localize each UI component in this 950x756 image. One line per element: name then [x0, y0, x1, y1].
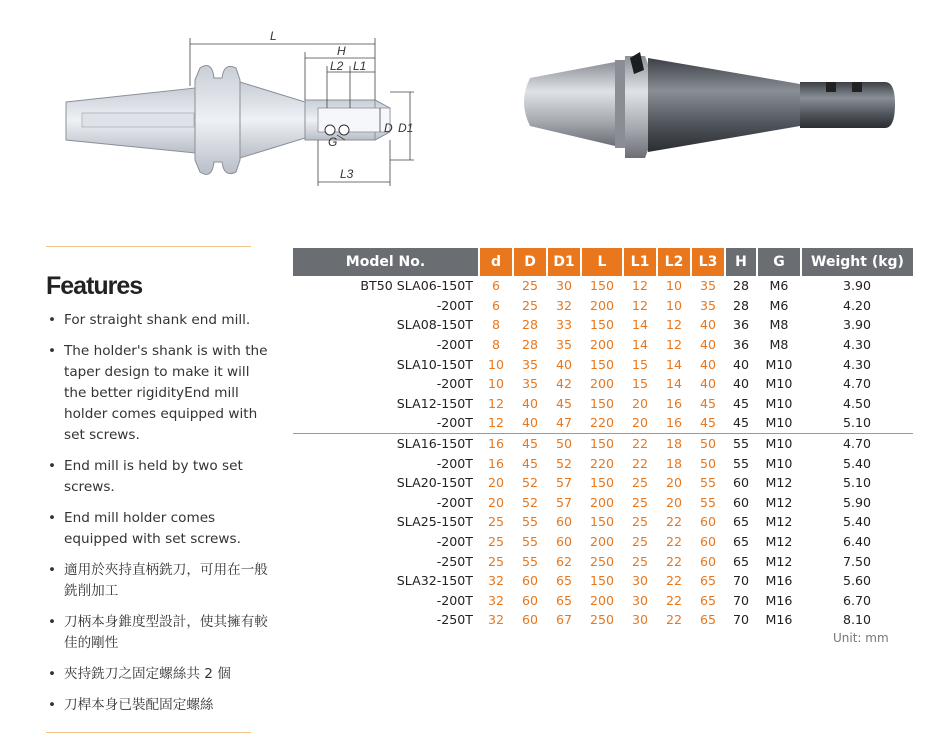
value-cell: 4.70 [842, 376, 872, 392]
value-cell: 250 [589, 553, 615, 569]
value-cell: 65 [699, 573, 717, 589]
dim-L3: L3 [340, 167, 354, 181]
value-cell: 45 [521, 436, 539, 452]
value-cell: 55 [699, 475, 717, 491]
value-cell: 5.40 [842, 514, 872, 530]
value-cell: 150 [589, 278, 615, 294]
value-cell: 60 [521, 573, 539, 589]
value-cell: 8.10 [842, 612, 872, 628]
value-cell: 65 [555, 573, 573, 589]
table-row [293, 610, 913, 630]
model-cell: -200T [436, 592, 473, 608]
model-cell: BT50 SLA06-150T [360, 278, 473, 294]
value-cell: 25 [487, 514, 505, 530]
value-cell: 15 [631, 376, 649, 392]
value-cell: 55 [521, 553, 539, 569]
dim-D: D [384, 121, 393, 135]
value-cell: 5.40 [842, 455, 872, 471]
value-cell: 45 [732, 395, 750, 411]
table-row [293, 374, 913, 394]
value-cell: 35 [555, 337, 573, 353]
value-cell: 60 [521, 592, 539, 608]
value-cell: M6 [769, 297, 789, 313]
value-cell: 8 [491, 317, 500, 333]
value-cell: 10 [665, 278, 683, 294]
value-cell: M6 [769, 278, 789, 294]
value-cell: M12 [765, 553, 793, 569]
feature-item: • 刀桿本身已裝配固定螺絲 [46, 695, 271, 716]
value-cell: 200 [589, 592, 615, 608]
value-cell: 220 [589, 455, 615, 471]
value-cell: 40 [699, 317, 717, 333]
model-cell: -200T [293, 413, 479, 433]
value-cell: 40 [555, 356, 573, 372]
value-cell: 22 [665, 573, 683, 589]
value-cell: 150 [589, 573, 615, 589]
model-cell: SLA25-150T [396, 514, 473, 530]
value-cell: M12 [765, 494, 793, 510]
value-cell: 33 [555, 317, 573, 333]
value-cell: 20 [623, 413, 657, 433]
value-cell: 20 [665, 494, 683, 510]
model-cell: SLA08-150T [396, 317, 473, 333]
value-cell: 150 [589, 436, 615, 452]
value-cell: 200 [589, 337, 615, 353]
value-cell: 55 [732, 455, 750, 471]
value-cell: 45 [725, 413, 757, 433]
value-cell: 30 [631, 592, 649, 608]
value-cell: 12 [479, 413, 513, 433]
value-cell: 65 [732, 514, 750, 530]
model-cell: SLA16-150T [396, 436, 473, 452]
value-cell: 22 [665, 553, 683, 569]
dim-L1: L1 [353, 59, 367, 73]
table-row [293, 473, 913, 493]
value-cell: 220 [581, 413, 623, 433]
value-cell: 40 [521, 395, 539, 411]
value-cell: 25 [631, 514, 649, 530]
value-cell: 6 [491, 297, 500, 313]
value-cell: 60 [699, 534, 717, 550]
value-cell: 150 [589, 475, 615, 491]
table-row [293, 315, 913, 335]
value-cell: 45 [691, 413, 725, 433]
value-cell: 65 [555, 592, 573, 608]
value-cell: 60 [699, 514, 717, 530]
value-cell: M12 [765, 475, 793, 491]
table-header-row [293, 248, 913, 276]
value-cell: 14 [631, 337, 649, 353]
value-cell: 32 [487, 612, 505, 628]
value-cell: 52 [555, 455, 573, 471]
value-cell: M12 [765, 514, 793, 530]
table-row [293, 493, 913, 513]
value-cell: 4.50 [842, 395, 872, 411]
value-cell: 40 [699, 337, 717, 353]
value-cell: 4.30 [842, 337, 872, 353]
value-cell: 14 [631, 317, 649, 333]
value-cell: 12 [665, 317, 683, 333]
value-cell: 45 [699, 395, 717, 411]
table-row [293, 413, 913, 433]
value-cell: 25 [487, 553, 505, 569]
unit-note: Unit: mm [833, 631, 889, 645]
value-cell: 35 [521, 376, 539, 392]
dim-L2: L2 [330, 59, 344, 73]
feature-list [46, 310, 271, 726]
value-cell: 3.90 [842, 278, 872, 294]
value-cell: 16 [487, 436, 505, 452]
value-cell: M16 [765, 592, 793, 608]
value-cell: 60 [699, 553, 717, 569]
value-cell: 62 [555, 553, 573, 569]
value-cell: 15 [631, 356, 649, 372]
value-cell: 22 [631, 455, 649, 471]
value-cell: M10 [765, 395, 793, 411]
value-cell: 70 [732, 573, 750, 589]
dim-H: H [337, 44, 346, 58]
value-cell: M12 [765, 534, 793, 550]
value-cell: 25 [631, 553, 649, 569]
value-cell: 3.90 [842, 317, 872, 333]
dim-L: L [270, 29, 277, 43]
value-cell: M16 [765, 573, 793, 589]
value-cell: 5.90 [842, 494, 872, 510]
value-cell: 30 [631, 573, 649, 589]
header-L2: L2 [657, 248, 691, 276]
value-cell: 36 [732, 317, 750, 333]
table-row [293, 354, 913, 374]
features-bottom-rule [46, 732, 251, 733]
value-cell: 45 [555, 395, 573, 411]
value-cell: 4.70 [842, 436, 872, 452]
table-row [293, 591, 913, 611]
value-cell: 60 [521, 612, 539, 628]
value-cell: 16 [665, 395, 683, 411]
value-cell: 35 [521, 356, 539, 372]
table-row [293, 512, 913, 532]
model-cell: SLA32-150T [396, 573, 473, 589]
value-cell: 16 [487, 455, 505, 471]
header-weight: Weight (kg) [801, 248, 913, 276]
value-cell: 20 [631, 395, 649, 411]
value-cell: 25 [631, 475, 649, 491]
model-cell: -250T [436, 553, 473, 569]
value-cell: 22 [631, 436, 649, 452]
spec-table-body [293, 276, 913, 630]
value-cell: 16 [657, 413, 691, 433]
value-cell: 4.20 [842, 297, 872, 313]
value-cell: 30 [631, 612, 649, 628]
value-cell: 20 [487, 494, 505, 510]
table-row [293, 571, 913, 591]
value-cell: 32 [555, 297, 573, 313]
value-cell: 200 [589, 494, 615, 510]
value-cell: 35 [699, 278, 717, 294]
header-model: Model No. [293, 248, 479, 276]
value-cell: 55 [521, 534, 539, 550]
value-cell: 25 [521, 297, 539, 313]
value-cell: M8 [769, 317, 789, 333]
value-cell: 20 [487, 475, 505, 491]
header-d: d [479, 248, 513, 276]
feature-item: • 刀柄本身錐度型設計，使其擁有較佳的剛性 [46, 612, 271, 654]
value-cell: 28 [732, 278, 750, 294]
value-cell: 250 [589, 612, 615, 628]
value-cell: 6.40 [842, 534, 872, 550]
value-cell: 28 [732, 297, 750, 313]
value-cell: 12 [631, 278, 649, 294]
value-cell: 55 [732, 436, 750, 452]
value-cell: 10 [665, 297, 683, 313]
model-cell: -250T [436, 612, 473, 628]
table-row [293, 276, 913, 296]
value-cell: 52 [521, 475, 539, 491]
model-cell: SLA20-150T [396, 475, 473, 491]
feature-item: • End mill is held by two set screws. [46, 456, 271, 498]
value-cell: 60 [555, 514, 573, 530]
header-L1: L1 [623, 248, 657, 276]
value-cell: 6.70 [842, 592, 872, 608]
model-cell: -200T [436, 455, 473, 471]
value-cell: 22 [665, 612, 683, 628]
value-cell: 7.50 [842, 553, 872, 569]
value-cell: 25 [521, 278, 539, 294]
value-cell: 65 [699, 592, 717, 608]
value-cell: 150 [589, 356, 615, 372]
value-cell: 150 [589, 395, 615, 411]
value-cell: 18 [665, 455, 683, 471]
value-cell: 40 [699, 356, 717, 372]
model-cell: -200T [436, 337, 473, 353]
dim-G: G [328, 135, 338, 149]
model-cell: -200T [436, 494, 473, 510]
value-cell: 65 [732, 534, 750, 550]
value-cell: 57 [555, 475, 573, 491]
value-cell: 12 [631, 297, 649, 313]
header-D: D [513, 248, 547, 276]
value-cell: M10 [765, 455, 793, 471]
value-cell: 150 [589, 514, 615, 530]
value-cell: 25 [631, 494, 649, 510]
value-cell: 50 [555, 436, 573, 452]
feature-item: • 夾持銑刀之固定螺絲共 2 個 [46, 664, 271, 685]
value-cell: 150 [589, 317, 615, 333]
value-cell: 30 [555, 278, 573, 294]
value-cell: 5.10 [801, 413, 913, 433]
value-cell: 50 [699, 436, 717, 452]
spec-table [293, 248, 913, 630]
model-cell: SLA10-150T [396, 356, 473, 372]
feature-item: • For straight shank end mill. [46, 310, 271, 331]
value-cell: 25 [487, 534, 505, 550]
value-cell: 60 [732, 494, 750, 510]
table-row [293, 433, 913, 453]
value-cell: 55 [521, 514, 539, 530]
value-cell: 40 [699, 376, 717, 392]
value-cell: 47 [547, 413, 581, 433]
model-cell: -200T [436, 297, 473, 313]
dim-D1: D1 [398, 121, 414, 135]
value-cell: 5.60 [842, 573, 872, 589]
value-cell: 28 [521, 337, 539, 353]
value-cell: 200 [589, 534, 615, 550]
model-cell: -200T [436, 534, 473, 550]
value-cell: 67 [555, 612, 573, 628]
table-row [293, 551, 913, 571]
value-cell: 40 [732, 356, 750, 372]
value-cell: 45 [521, 455, 539, 471]
tool-holder-photo [0, 0, 950, 200]
table-row [293, 394, 913, 414]
value-cell: 35 [699, 297, 717, 313]
value-cell: 8 [491, 337, 500, 353]
model-cell: SLA12-150T [396, 395, 473, 411]
header-L3: L3 [691, 248, 725, 276]
value-cell: M10 [765, 356, 793, 372]
value-cell: 5.10 [842, 475, 872, 491]
value-cell: 200 [589, 376, 615, 392]
value-cell: 40 [732, 376, 750, 392]
value-cell: 36 [732, 337, 750, 353]
value-cell: 4.30 [842, 356, 872, 372]
value-cell: 12 [487, 395, 505, 411]
value-cell: 10 [487, 356, 505, 372]
value-cell: 65 [699, 612, 717, 628]
value-cell: 14 [665, 356, 683, 372]
value-cell: M16 [765, 612, 793, 628]
value-cell: 65 [732, 553, 750, 569]
feature-item: • End mill holder comes equipped with set screws. [46, 508, 271, 550]
header-L: L [581, 248, 623, 276]
table-row [293, 532, 913, 552]
value-cell: 20 [665, 475, 683, 491]
feature-item: • The holder's shank is with the taper design to make it will the better rigidityEnd mill holder comes equipped with set screws. [46, 341, 271, 446]
value-cell: 52 [521, 494, 539, 510]
value-cell: 10 [487, 376, 505, 392]
value-cell: M8 [769, 337, 789, 353]
value-cell: 55 [699, 494, 717, 510]
value-cell: 60 [555, 534, 573, 550]
header-H: H [725, 248, 757, 276]
value-cell: 18 [665, 436, 683, 452]
value-cell: 32 [487, 592, 505, 608]
table-row [293, 335, 913, 355]
value-cell: 200 [589, 297, 615, 313]
model-cell: -200T [436, 376, 473, 392]
value-cell: 60 [732, 475, 750, 491]
value-cell: 6 [491, 278, 500, 294]
value-cell: 25 [631, 534, 649, 550]
value-cell: 70 [732, 612, 750, 628]
value-cell: M10 [765, 436, 793, 452]
table-row [293, 453, 913, 473]
value-cell: 12 [665, 337, 683, 353]
table-row [293, 296, 913, 316]
features-top-rule [46, 246, 251, 247]
value-cell: M10 [757, 413, 801, 433]
value-cell: M10 [765, 376, 793, 392]
value-cell: 28 [521, 317, 539, 333]
value-cell: 22 [665, 592, 683, 608]
value-cell: 57 [555, 494, 573, 510]
feature-item: • 適用於夾持直柄銑刀，可用在一般銑削加工 [46, 560, 271, 602]
value-cell: 70 [732, 592, 750, 608]
value-cell: 42 [555, 376, 573, 392]
value-cell: 40 [513, 413, 547, 433]
value-cell: 22 [665, 514, 683, 530]
value-cell: 32 [487, 573, 505, 589]
value-cell: 50 [699, 455, 717, 471]
features-title: Features [46, 272, 143, 300]
header-G: G [757, 248, 801, 276]
value-cell: 22 [665, 534, 683, 550]
value-cell: 14 [665, 376, 683, 392]
header-D1: D1 [547, 248, 581, 276]
